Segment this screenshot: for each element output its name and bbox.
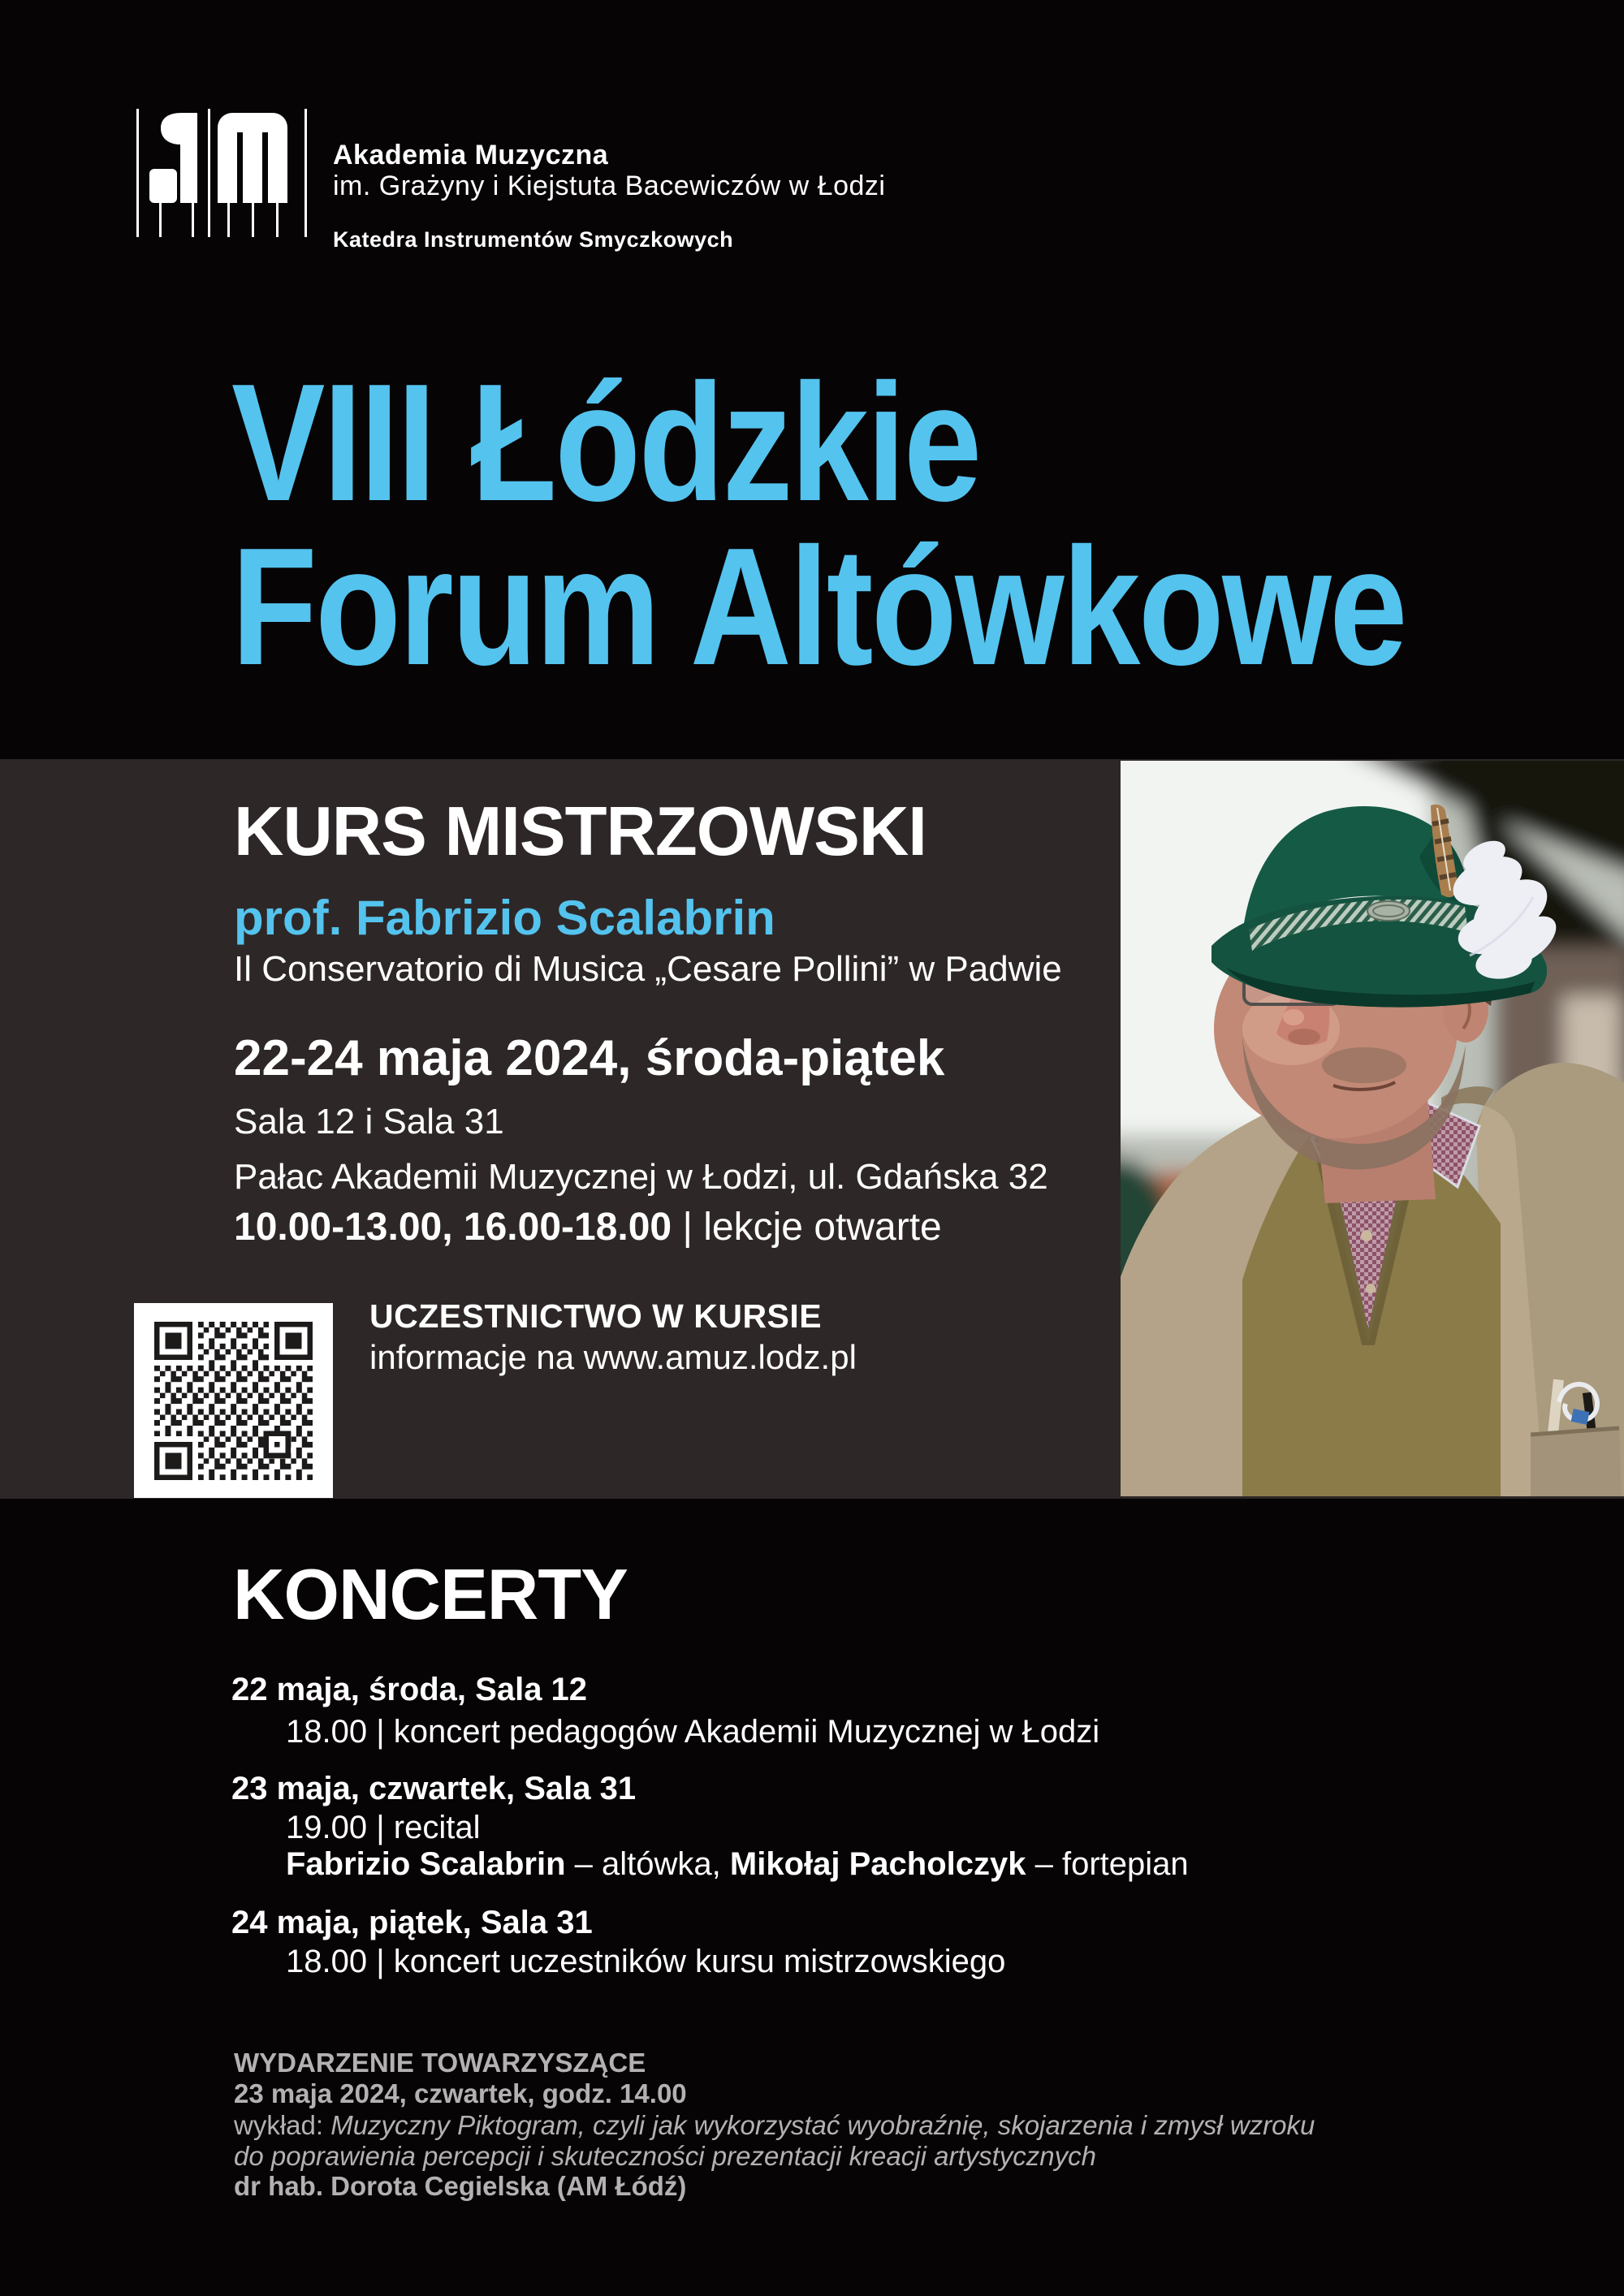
professor-portrait-photo xyxy=(1121,761,1624,1496)
lecture-title-part1: Muzyczny Piktogram, czyli jak wykorzystać wyobraźnię, skojarzenia i zmysł wzroku xyxy=(330,2110,1315,2140)
side-event-lecturer: dr hab. Dorota Cegielska (AM Łódź) xyxy=(234,2171,687,2201)
concert-1-details xyxy=(286,1716,1099,1748)
pipe-separator: | xyxy=(376,1810,385,1845)
concert-1-time: 18.00 xyxy=(286,1714,368,1750)
course-hours-note: lekcje otwarte xyxy=(703,1206,942,1249)
course-heading: KURS MISTRZOWSKI xyxy=(234,793,926,870)
concert-3-desc: koncert uczestników kursu mistrzowskiego xyxy=(393,1944,1006,1979)
performer-1-role: – altówka, xyxy=(574,1846,721,1882)
performer-2-role: – fortepian xyxy=(1034,1846,1189,1882)
org-name-line2: im. Grażyny i Kiejstuta Bacewiczów w Łodzi xyxy=(333,170,886,201)
course-dates: 22-24 maja 2024, środa-piątek xyxy=(234,1030,945,1086)
concert-2-time: 19.00 xyxy=(286,1810,368,1845)
concert-1-date: 22 maja, środa, Sala 12 xyxy=(231,1672,588,1707)
participation-heading: UCZESTNICTWO W KURSIE xyxy=(369,1297,823,1335)
course-venue: Pałac Akademii Muzycznej w Łodzi, ul. Gdańska 32 xyxy=(234,1157,1048,1197)
concert-2-details xyxy=(286,1811,480,1844)
side-event-datetime: 23 maja 2024, czwartek, godz. 14.00 xyxy=(234,2078,687,2108)
performer-2-name: Mikołaj Pacholczyk xyxy=(729,1846,1026,1882)
pipe-separator: | xyxy=(376,1714,385,1750)
course-rooms: Sala 12 i Sala 31 xyxy=(234,1102,504,1142)
am-logo-icon xyxy=(114,96,309,242)
course-institution: Il Conservatorio di Musica „Cesare Pollini” w Padwie xyxy=(234,949,1062,989)
side-event-heading: WYDARZENIE TOWARZYSZĄCE xyxy=(234,2048,646,2078)
concert-2-date: 23 maja, czwartek, Sala 31 xyxy=(231,1771,637,1806)
main-title-line2: Forum Altówkowe xyxy=(231,513,1406,700)
course-hours-line xyxy=(234,1208,942,1247)
concert-3-date: 24 maja, piątek, Sala 31 xyxy=(231,1905,593,1940)
pipe-separator: | xyxy=(682,1206,693,1249)
side-event-lecture-line1 xyxy=(234,2112,1315,2138)
concert-3-time: 18.00 xyxy=(286,1944,368,1979)
concert-3-details xyxy=(286,1945,1005,1978)
performer-1-name: Fabrizio Scalabrin xyxy=(286,1846,566,1882)
concerts-heading: KONCERTY xyxy=(233,1554,628,1634)
qr-code xyxy=(134,1303,333,1498)
concert-2-performers xyxy=(286,1848,1189,1880)
concert-2-desc: recital xyxy=(393,1810,481,1845)
course-hours: 10.00-13.00, 16.00-18.00 xyxy=(234,1206,672,1249)
org-name-line1: Akademia Muzyczna xyxy=(333,140,609,170)
course-professor: prof. Fabrizio Scalabrin xyxy=(234,891,775,945)
participation-info: informacje na www.amuz.lodz.pl xyxy=(369,1338,857,1376)
side-event-lecture-line2: do poprawienia percepcji i skuteczności prezentacji kreacji artystycznych xyxy=(234,2141,1096,2171)
pipe-separator: | xyxy=(376,1944,385,1979)
main-title-line1: VIII Łódzkie xyxy=(231,349,980,536)
org-department: Katedra Instrumentów Smyczkowych xyxy=(333,227,734,252)
concert-1-desc: koncert pedagogów Akademii Muzycznej w Łodzi xyxy=(393,1714,1100,1750)
lecture-label: wykład: xyxy=(234,2110,324,2140)
